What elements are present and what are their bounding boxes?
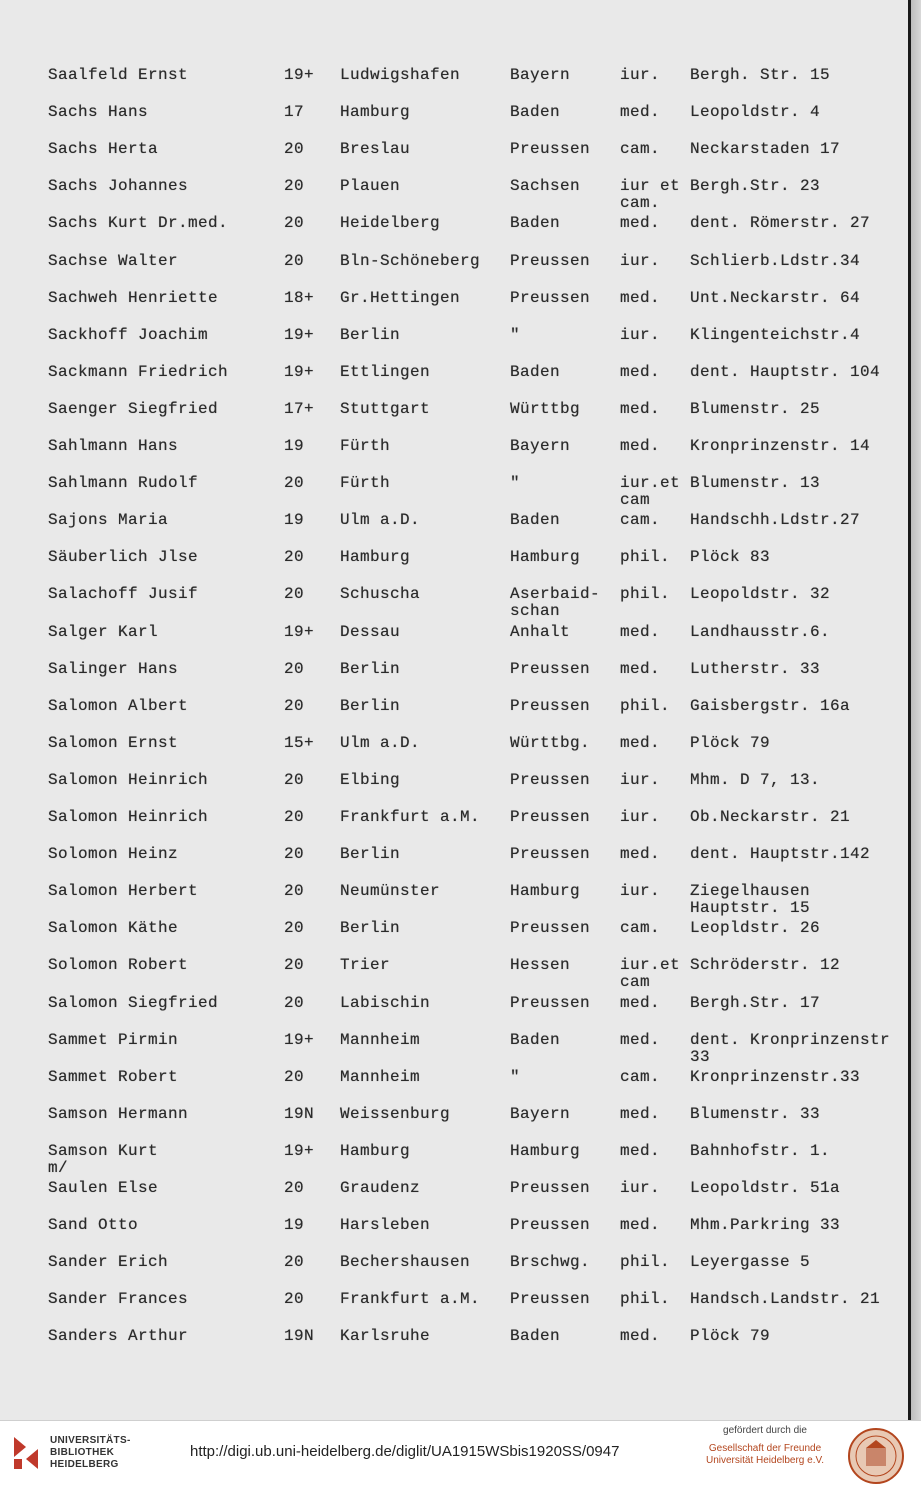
entry-address: Ziegelhausen Hauptstr. 15 bbox=[690, 882, 811, 918]
footer-bar bbox=[0, 1420, 921, 1488]
entry-name: Samson Kurt m/ bbox=[48, 1141, 159, 1177]
entry-address: Leopoldstr. 32 bbox=[690, 585, 831, 604]
entry-birthplace: Berlin bbox=[340, 919, 401, 938]
entry-address: Bergh. Str. 15 bbox=[690, 66, 831, 84]
entry-state: Bayern bbox=[510, 1104, 571, 1123]
entry-state: " bbox=[510, 474, 521, 493]
entry-name: Sahlmann Rudolf bbox=[48, 474, 199, 493]
entry-birthplace: Fürth bbox=[340, 437, 391, 455]
table-row bbox=[0, 1069, 908, 1099]
entry-birthplace: Neumünster bbox=[340, 882, 441, 901]
entry-age: 20 bbox=[284, 1290, 305, 1309]
entry-faculty: phil. bbox=[620, 1253, 671, 1272]
entry-state: Preussen bbox=[510, 1216, 591, 1235]
entry-birthplace: Dessau bbox=[340, 622, 401, 641]
entry-age: 20 bbox=[284, 845, 305, 864]
entry-birthplace: Fürth bbox=[340, 474, 391, 493]
table-row bbox=[0, 1291, 908, 1321]
entry-state: Preussen bbox=[510, 845, 591, 864]
funded-by-label: gefördert durch die bbox=[723, 1425, 807, 1436]
entry-address: Blumenstr. 33 bbox=[690, 1104, 821, 1123]
entry-name: Salomon Albert bbox=[48, 696, 189, 715]
entry-birthplace: Heidelberg bbox=[340, 214, 441, 233]
table-row bbox=[0, 882, 908, 918]
entry-state: Preussen bbox=[510, 808, 591, 826]
entry-name: Sand Otto bbox=[48, 1216, 139, 1235]
entry-address: Gaisbergstr. 16a bbox=[690, 696, 851, 715]
entry-name: Salachoff Jusif bbox=[48, 585, 199, 604]
entry-address: Schlierb.Ldstr.34 bbox=[690, 251, 861, 270]
entry-faculty: med. bbox=[620, 437, 661, 455]
entry-address: Plöck 79 bbox=[690, 733, 771, 752]
entry-name: Sackmann Friedrich bbox=[48, 362, 229, 381]
entry-address: Leopoldstr. 51a bbox=[690, 1179, 841, 1197]
entry-birthplace: Mannheim bbox=[340, 1067, 421, 1086]
entry-birthplace: Hamburg bbox=[340, 1141, 411, 1160]
table-row bbox=[0, 177, 908, 213]
entry-faculty: med. bbox=[620, 1327, 661, 1346]
entry-birthplace: Graudenz bbox=[340, 1179, 421, 1197]
entry-birthplace: Frankfurt a.M. bbox=[340, 808, 481, 826]
table-row bbox=[0, 920, 908, 950]
entry-birthplace: Labischin bbox=[340, 993, 431, 1012]
entry-faculty: cam. bbox=[620, 1067, 661, 1086]
table-row bbox=[0, 846, 908, 876]
entry-faculty: med. bbox=[620, 1141, 661, 1160]
entry-birthplace: Elbing bbox=[340, 770, 401, 789]
entry-birthplace: Frankfurt a.M. bbox=[340, 1290, 481, 1309]
entry-faculty: iur. bbox=[620, 882, 661, 901]
entry-name: Salomon Siegfried bbox=[48, 993, 219, 1012]
table-row bbox=[0, 772, 908, 802]
entry-birthplace: Gr.Hettingen bbox=[340, 288, 461, 307]
entry-age: 19+ bbox=[284, 66, 315, 84]
entry-age: 20 bbox=[284, 1253, 305, 1272]
entry-age: 20 bbox=[284, 696, 305, 715]
entry-faculty: iur. bbox=[620, 325, 661, 344]
table-row bbox=[0, 549, 908, 579]
entry-name: Säuberlich Jlse bbox=[48, 548, 199, 567]
entry-address: dent. Kronprinzenstr 33 bbox=[690, 1030, 891, 1066]
entry-address: Kronprinzenstr. 14 bbox=[690, 437, 871, 455]
table-row bbox=[0, 698, 908, 728]
entry-name: Sachs Johannes bbox=[48, 177, 189, 196]
entry-name: Solomon Robert bbox=[48, 956, 189, 975]
entry-faculty: med. bbox=[620, 622, 661, 641]
table-row bbox=[0, 661, 908, 691]
entry-name: Sajons Maria bbox=[48, 511, 169, 530]
entry-name: Saalfeld Ernst bbox=[48, 66, 189, 84]
page-edge bbox=[908, 0, 921, 1420]
entry-age: 20 bbox=[284, 659, 305, 678]
entry-name: Salomon Käthe bbox=[48, 919, 179, 938]
entry-faculty: iur.et cam bbox=[620, 956, 681, 992]
entry-name: Salomon Herbert bbox=[48, 882, 199, 901]
entry-address: Kronprinzenstr.33 bbox=[690, 1067, 861, 1086]
entry-birthplace: Bechershausen bbox=[340, 1253, 471, 1272]
entry-age: 20 bbox=[284, 1067, 305, 1086]
entry-faculty: iur. bbox=[620, 770, 661, 789]
entry-address: Bahnhofstr. 1. bbox=[690, 1141, 831, 1160]
entry-age: 17 bbox=[284, 103, 305, 122]
entry-age: 20 bbox=[284, 808, 305, 826]
table-row bbox=[0, 141, 908, 171]
entry-address: Plöck 79 bbox=[690, 1327, 771, 1346]
entry-age: 20 bbox=[284, 1179, 305, 1197]
society-name: Gesellschaft der Freunde Universität Heidelberg e.V. bbox=[705, 1443, 825, 1466]
entry-name: Sachse Walter bbox=[48, 251, 179, 270]
entry-birthplace: Hamburg bbox=[340, 548, 411, 567]
entry-faculty: phil. bbox=[620, 548, 671, 567]
entry-state: Preussen bbox=[510, 919, 591, 938]
entry-age: 20 bbox=[284, 770, 305, 789]
entry-birthplace: Berlin bbox=[340, 659, 401, 678]
entry-address: Bergh.Str. 23 bbox=[690, 177, 821, 196]
table-row bbox=[0, 585, 908, 621]
entry-faculty: med. bbox=[620, 993, 661, 1012]
entry-faculty: cam. bbox=[620, 919, 661, 938]
entry-address: Leyergasse 5 bbox=[690, 1253, 811, 1272]
entry-state: Sachsen bbox=[510, 177, 581, 196]
entry-name: Saulen Else bbox=[48, 1179, 159, 1197]
entry-faculty: med. bbox=[620, 733, 661, 752]
entry-age: 20 bbox=[284, 140, 305, 159]
entry-state: Hamburg bbox=[510, 1141, 581, 1160]
entry-name: Salomon Ernst bbox=[48, 733, 179, 752]
entry-state: " bbox=[510, 325, 521, 344]
entry-state: Baden bbox=[510, 103, 561, 122]
entry-name: Sammet Robert bbox=[48, 1067, 179, 1086]
entry-age: 20 bbox=[284, 177, 305, 196]
entry-state: Baden bbox=[510, 1030, 561, 1049]
entry-faculty: med. bbox=[620, 659, 661, 678]
table-row bbox=[0, 1180, 908, 1210]
entry-state: " bbox=[510, 1067, 521, 1086]
entry-faculty: med. bbox=[620, 362, 661, 381]
entry-state: Hamburg bbox=[510, 882, 581, 901]
entry-address: Landhausstr.6. bbox=[690, 622, 831, 641]
entry-birthplace: Berlin bbox=[340, 325, 401, 344]
entry-address: Plöck 83 bbox=[690, 548, 771, 567]
entry-age: 20 bbox=[284, 251, 305, 270]
entry-address: Unt.Neckarstr. 64 bbox=[690, 288, 861, 307]
entry-age: 20 bbox=[284, 548, 305, 567]
entry-address: dent. Hauptstr. 104 bbox=[690, 362, 881, 381]
entry-state: Preussen bbox=[510, 993, 591, 1012]
entry-address: Handsch.Landstr. 21 bbox=[690, 1290, 881, 1309]
entry-faculty: phil. bbox=[620, 585, 671, 604]
entry-birthplace: Ulm a.D. bbox=[340, 511, 421, 530]
entry-address: Schröderstr. 12 bbox=[690, 956, 841, 975]
entry-state: Württbg bbox=[510, 399, 581, 418]
entry-birthplace: Bln-Schöneberg bbox=[340, 251, 481, 270]
entry-birthplace: Schuscha bbox=[340, 585, 421, 604]
entry-age: 20 bbox=[284, 956, 305, 975]
entry-age: 19+ bbox=[284, 325, 315, 344]
entry-address: Klingenteichstr.4 bbox=[690, 325, 861, 344]
entry-address: Lutherstr. 33 bbox=[690, 659, 821, 678]
entry-state: Anhalt bbox=[510, 622, 571, 641]
table-row bbox=[0, 364, 908, 394]
entry-birthplace: Ettlingen bbox=[340, 362, 431, 381]
entry-name: Sachs Herta bbox=[48, 140, 159, 159]
entry-address: Blumenstr. 25 bbox=[690, 399, 821, 418]
entry-address: Mhm. D 7, 13. bbox=[690, 770, 821, 789]
entry-faculty: iur. bbox=[620, 808, 661, 826]
entry-age: 20 bbox=[284, 474, 305, 493]
table-row bbox=[0, 253, 908, 283]
entry-birthplace: Breslau bbox=[340, 140, 411, 159]
entry-age: 18+ bbox=[284, 288, 315, 307]
entry-address: Blumenstr. 13 bbox=[690, 474, 821, 493]
entry-age: 17+ bbox=[284, 399, 315, 418]
entry-address: dent. Römerstr. 27 bbox=[690, 214, 871, 233]
entry-state: Preussen bbox=[510, 1179, 591, 1197]
table-row bbox=[0, 512, 908, 542]
entry-address: Ob.Neckarstr. 21 bbox=[690, 808, 851, 826]
entry-birthplace: Berlin bbox=[340, 845, 401, 864]
entry-state: Brschwg. bbox=[510, 1253, 591, 1272]
entry-age: 15+ bbox=[284, 733, 315, 752]
entry-faculty: med. bbox=[620, 1104, 661, 1123]
entry-name: Sammet Pirmin bbox=[48, 1030, 179, 1049]
entry-name: Sackhoff Joachim bbox=[48, 325, 209, 344]
entry-faculty: med. bbox=[620, 103, 661, 122]
entry-name: Salomon Heinrich bbox=[48, 770, 209, 789]
entry-faculty: iur.et cam bbox=[620, 474, 681, 510]
table-row bbox=[0, 438, 908, 468]
university-seal-icon bbox=[848, 1428, 904, 1484]
entry-name: Sander Erich bbox=[48, 1253, 169, 1272]
entry-name: Salger Karl bbox=[48, 622, 159, 641]
entry-age: 19+ bbox=[284, 622, 315, 641]
table-row bbox=[0, 1328, 908, 1358]
entry-age: 20 bbox=[284, 993, 305, 1012]
entry-birthplace: Stuttgart bbox=[340, 399, 431, 418]
entry-age: 20 bbox=[284, 214, 305, 233]
entry-faculty: phil. bbox=[620, 1290, 671, 1309]
entry-name: Solomon Heinz bbox=[48, 845, 179, 864]
entry-birthplace: Ulm a.D. bbox=[340, 733, 421, 752]
entry-state: Baden bbox=[510, 511, 561, 530]
table-row bbox=[0, 809, 908, 839]
entry-birthplace: Mannheim bbox=[340, 1030, 421, 1049]
table-row bbox=[0, 735, 908, 765]
entry-faculty: cam. bbox=[620, 140, 661, 159]
entry-faculty: cam. bbox=[620, 511, 661, 530]
entry-name: Sachweh Henriette bbox=[48, 288, 219, 307]
entry-age: 19 bbox=[284, 511, 305, 530]
entry-faculty: med. bbox=[620, 1216, 661, 1235]
entry-birthplace: Hamburg bbox=[340, 103, 411, 122]
entry-faculty: iur. bbox=[620, 66, 661, 84]
table-row bbox=[0, 624, 908, 654]
entry-birthplace: Weissenburg bbox=[340, 1104, 451, 1123]
entry-age: 19 bbox=[284, 1216, 305, 1235]
entry-birthplace: Trier bbox=[340, 956, 391, 975]
entry-state: Baden bbox=[510, 362, 561, 381]
entry-faculty: med. bbox=[620, 214, 661, 233]
table-row bbox=[0, 1106, 908, 1136]
entry-birthplace: Ludwigshafen bbox=[340, 66, 461, 84]
table-row bbox=[0, 67, 908, 97]
table-row bbox=[0, 290, 908, 320]
table-row bbox=[0, 1030, 908, 1066]
library-logo-icon bbox=[10, 1433, 42, 1473]
library-name: UNIVERSITÄTS- BIBLIOTHEK HEIDELBERG bbox=[50, 1435, 131, 1470]
entry-address: Leopoldstr. 4 bbox=[690, 103, 821, 122]
entry-state: Hessen bbox=[510, 956, 571, 975]
entry-faculty: med. bbox=[620, 399, 661, 418]
entry-birthplace: Berlin bbox=[340, 696, 401, 715]
entry-faculty: iur. bbox=[620, 1179, 661, 1197]
entry-faculty: med. bbox=[620, 845, 661, 864]
table-row bbox=[0, 327, 908, 357]
entry-age: 20 bbox=[284, 919, 305, 938]
entry-age: 19+ bbox=[284, 362, 315, 381]
entry-address: Bergh.Str. 17 bbox=[690, 993, 821, 1012]
entry-address: Leopldstr. 26 bbox=[690, 919, 821, 938]
entry-age: 19+ bbox=[284, 1141, 315, 1160]
entry-name: Samson Hermann bbox=[48, 1104, 189, 1123]
entry-name: Sachs Hans bbox=[48, 103, 149, 122]
entry-state: Preussen bbox=[510, 288, 591, 307]
entry-age: 19+ bbox=[284, 1030, 315, 1049]
entry-birthplace: Karlsruhe bbox=[340, 1327, 431, 1346]
entry-state: Preussen bbox=[510, 140, 591, 159]
entry-birthplace: Harsleben bbox=[340, 1216, 431, 1235]
entry-state: Hamburg bbox=[510, 548, 581, 567]
table-row bbox=[0, 474, 908, 510]
entry-state: Preussen bbox=[510, 659, 591, 678]
entry-name: Sanders Arthur bbox=[48, 1327, 189, 1346]
table-row bbox=[0, 1254, 908, 1284]
entry-state: Aserbaid- schan bbox=[510, 585, 601, 621]
entry-name: Salinger Hans bbox=[48, 659, 179, 678]
entry-age: 20 bbox=[284, 585, 305, 604]
entry-state: Baden bbox=[510, 214, 561, 233]
entry-faculty: phil. bbox=[620, 696, 671, 715]
entry-name: Sander Frances bbox=[48, 1290, 189, 1309]
entry-age: 19N bbox=[284, 1327, 315, 1346]
entry-name: Sachs Kurt Dr.med. bbox=[48, 214, 229, 233]
entry-state: Preussen bbox=[510, 696, 591, 715]
entry-faculty: iur. bbox=[620, 251, 661, 270]
entry-birthplace: Plauen bbox=[340, 177, 401, 196]
entry-faculty: iur et cam. bbox=[620, 177, 681, 213]
document-url-link[interactable]: http://digi.ub.uni-heidelberg.de/diglit/UA1915WSbis1920SS/0947 bbox=[190, 1443, 620, 1460]
entry-age: 19 bbox=[284, 437, 305, 455]
entry-name: Saenger Siegfried bbox=[48, 399, 219, 418]
table-row bbox=[0, 956, 908, 992]
table-row bbox=[0, 401, 908, 431]
entry-state: Baden bbox=[510, 1327, 561, 1346]
table-row bbox=[0, 215, 908, 245]
entry-state: Preussen bbox=[510, 770, 591, 789]
entry-name: Sahlmann Hans bbox=[48, 437, 179, 455]
entry-address: Mhm.Parkring 33 bbox=[690, 1216, 841, 1235]
entry-state: Bayern bbox=[510, 437, 571, 455]
entry-address: Neckarstaden 17 bbox=[690, 140, 841, 159]
table-row bbox=[0, 104, 908, 134]
entry-faculty: med. bbox=[620, 1030, 661, 1049]
entry-state: Preussen bbox=[510, 1290, 591, 1309]
table-row bbox=[0, 995, 908, 1025]
entry-state: Preussen bbox=[510, 251, 591, 270]
entry-state: Württbg. bbox=[510, 733, 591, 752]
table-row bbox=[0, 1217, 908, 1247]
entry-name: Salomon Heinrich bbox=[48, 808, 209, 826]
table-row bbox=[0, 1141, 908, 1177]
entry-state: Bayern bbox=[510, 66, 571, 84]
entry-age: 19N bbox=[284, 1104, 315, 1123]
entry-age: 20 bbox=[284, 882, 305, 901]
entry-address: dent. Hauptstr.142 bbox=[690, 845, 871, 864]
entry-faculty: med. bbox=[620, 288, 661, 307]
entry-address: Handschh.Ldstr.27 bbox=[690, 511, 861, 530]
